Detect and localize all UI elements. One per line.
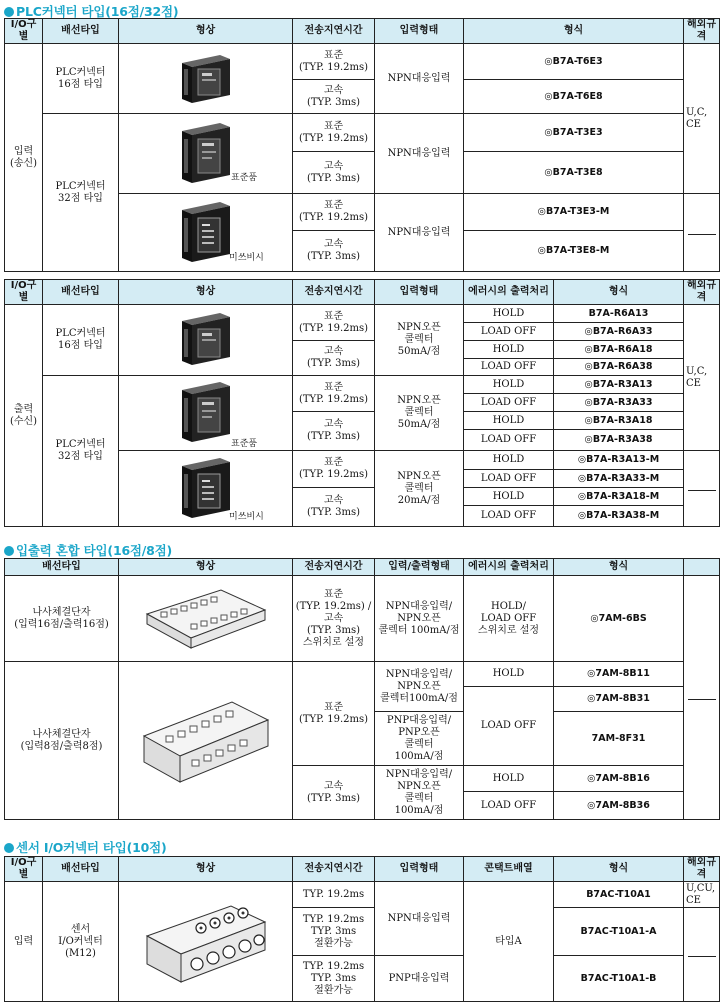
header-wiring: 배선타입 bbox=[43, 280, 119, 305]
product-image bbox=[119, 44, 293, 114]
input-type-cell: NPN오픈 콜렉터 20mA/점 bbox=[375, 451, 464, 527]
header-io: I/O구별 bbox=[5, 19, 43, 44]
error-output-cell: HOLD bbox=[464, 376, 554, 394]
input-type-cell: NPN대응입력 bbox=[375, 44, 464, 114]
model-cell: ◎B7A-T3E3 bbox=[464, 114, 684, 152]
header-io-type: 입력/출력형태 bbox=[375, 559, 464, 576]
wiring-cell: 나사체결단자 (입력8점/출력8점) bbox=[5, 662, 119, 820]
error-output-cell: LOAD OFF bbox=[464, 430, 554, 451]
error-output-cell: LOAD OFF bbox=[464, 323, 554, 341]
header-model: 형식 bbox=[554, 280, 684, 305]
model-cell: ◎7AM-8B31 bbox=[554, 687, 684, 712]
model-cell: ◎B7A-R3A38-M bbox=[554, 506, 684, 527]
image-caption: 미쓰비시 bbox=[229, 512, 264, 522]
image-caption: 표준품 bbox=[231, 173, 258, 183]
model-cell: B7AC-T10A1-B bbox=[554, 956, 684, 1002]
product-image bbox=[119, 305, 293, 376]
sensor-io-table bbox=[4, 856, 720, 1002]
plc-input-table bbox=[4, 18, 720, 272]
delay-cell: 고속 (TYP. 3ms) bbox=[293, 152, 375, 194]
model-cell: ◎7AM-8B36 bbox=[554, 792, 684, 820]
product-image bbox=[119, 114, 293, 194]
io-type-cell: NPN대응입력/ NPN오픈 콜렉터100mA/점 bbox=[375, 662, 464, 712]
header-delay: 전송지연시간 bbox=[293, 280, 375, 305]
model-cell: ◎B7A-R3A13-M bbox=[554, 451, 684, 470]
input-type-cell: NPN대응입력 bbox=[375, 194, 464, 272]
io-cell: 입력 bbox=[5, 882, 43, 1002]
mixed-io-table bbox=[4, 558, 720, 820]
delay-cell: 고속 (TYP. 3ms) bbox=[293, 488, 375, 527]
header-error-output: 에러시의 출력처리 bbox=[464, 280, 554, 305]
header-input: 입력형태 bbox=[375, 19, 464, 44]
model-cell: ◎B7A-T3E8-M bbox=[464, 231, 684, 272]
model-cell: ◎B7A-R6A33 bbox=[554, 323, 684, 341]
wiring-cell: PLC커넥터 32점 타입 bbox=[43, 376, 119, 527]
delay-cell: 고속 (TYP. 3ms) bbox=[293, 341, 375, 376]
io-type-cell: NPN대응입력/ NPN오픈 콜렉터 100mA/점 bbox=[375, 576, 464, 662]
model-cell: ◎B7A-T6E3 bbox=[464, 44, 684, 80]
error-output-cell: LOAD OFF bbox=[464, 359, 554, 376]
io-type-cell: NPN대응입력/ NPN오픈 콜렉터 100mA/점 bbox=[375, 766, 464, 820]
model-cell: ◎B7A-R3A18 bbox=[554, 412, 684, 430]
error-output-cell: HOLD/ LOAD OFF 스위치로 설정 bbox=[464, 576, 554, 662]
model-cell: B7A-R6A13 bbox=[554, 305, 684, 323]
error-output-cell: LOAD OFF bbox=[464, 687, 554, 766]
plc-output-table bbox=[4, 279, 720, 527]
error-output-cell: LOAD OFF bbox=[464, 506, 554, 527]
header-wiring: 배선타입 bbox=[43, 857, 119, 882]
error-output-cell: LOAD OFF bbox=[464, 394, 554, 412]
standard-dash bbox=[684, 908, 720, 1002]
model-cell: B7AC-T10A1 bbox=[554, 882, 684, 908]
error-output-cell: LOAD OFF bbox=[464, 792, 554, 820]
product-image bbox=[119, 662, 293, 820]
model-cell: ◎B7A-R6A18 bbox=[554, 341, 684, 359]
header-io: I/O구별 bbox=[5, 280, 43, 305]
model-cell: 7AM-8F31 bbox=[554, 712, 684, 766]
header-shape: 형상 bbox=[119, 857, 293, 882]
image-caption: 표준품 bbox=[231, 439, 258, 449]
delay-cell: 표준 (TYP. 19.2ms) / 고속 (TYP. 3ms) 스위치로 설정 bbox=[293, 576, 375, 662]
io-type-cell: PNP대응입력/ PNP오픈 콜렉터 100mA/점 bbox=[375, 712, 464, 766]
bullet-icon bbox=[4, 546, 14, 556]
header-model: 형식 bbox=[554, 559, 684, 576]
delay-cell: 표준 (TYP. 19.2ms) bbox=[293, 44, 375, 80]
input-type-cell: NPN대응입력 bbox=[375, 882, 464, 956]
model-cell: ◎B7A-R3A18-M bbox=[554, 488, 684, 506]
model-cell: ◎B7A-R3A33 bbox=[554, 394, 684, 412]
header-delay: 전송지연시간 bbox=[293, 559, 375, 576]
standard-cell: U,C, CE bbox=[684, 44, 720, 194]
delay-cell: TYP. 19.2ms TYP. 3ms 절환가능 bbox=[293, 956, 375, 1002]
wiring-cell: 센서 I/O커넥터 (M12) bbox=[43, 882, 119, 1002]
error-output-cell: LOAD OFF bbox=[464, 470, 554, 488]
error-output-cell: HOLD bbox=[464, 766, 554, 792]
model-cell: ◎B7A-T3E3-M bbox=[464, 194, 684, 231]
error-output-cell: HOLD bbox=[464, 412, 554, 430]
wiring-cell: PLC커넥터 16점 타입 bbox=[43, 44, 119, 114]
wiring-cell: 나사체결단자 (입력16점/출력16점) bbox=[5, 576, 119, 662]
model-cell: ◎B7A-R3A38 bbox=[554, 430, 684, 451]
error-output-cell: HOLD bbox=[464, 662, 554, 687]
delay-cell: 고속 (TYP. 3ms) bbox=[293, 766, 375, 820]
model-cell: ◎B7A-T3E8 bbox=[464, 152, 684, 194]
header-standard: 해외규격 bbox=[684, 857, 720, 882]
model-cell: ◎B7A-T6E8 bbox=[464, 80, 684, 114]
header-io: I/O구별 bbox=[5, 857, 43, 882]
input-type-cell: NPN대응입력 bbox=[375, 114, 464, 194]
header-input: 입력형태 bbox=[375, 280, 464, 305]
section3-title: 입출력 혼합 타입(16점/8점) bbox=[4, 541, 172, 559]
io-cell: 입력 (송신) bbox=[5, 44, 43, 272]
header-wiring: 배선타입 bbox=[43, 19, 119, 44]
header-blank bbox=[684, 559, 720, 576]
header-shape: 형상 bbox=[119, 559, 293, 576]
io-cell: 출력 (수신) bbox=[5, 305, 43, 527]
wiring-cell: PLC커넥터 16점 타입 bbox=[43, 305, 119, 376]
model-cell: ◎7AM-8B16 bbox=[554, 766, 684, 792]
product-image bbox=[119, 194, 293, 272]
delay-cell: 고속 (TYP. 3ms) bbox=[293, 412, 375, 451]
header-delay: 전송지연시간 bbox=[293, 19, 375, 44]
delay-cell: TYP. 19.2ms bbox=[293, 882, 375, 908]
model-cell: ◎7AM-6BS bbox=[554, 576, 684, 662]
standard-dash bbox=[684, 576, 720, 820]
model-cell: ◎B7A-R3A13 bbox=[554, 376, 684, 394]
header-standard: 해외규격 bbox=[684, 280, 720, 305]
header-contact: 콘택트배열 bbox=[464, 857, 554, 882]
product-image bbox=[119, 576, 293, 662]
model-cell: ◎B7A-R3A33-M bbox=[554, 470, 684, 488]
delay-cell: TYP. 19.2ms TYP. 3ms 절환가능 bbox=[293, 908, 375, 956]
header-error-output: 에러시의 출력처리 bbox=[464, 559, 554, 576]
error-output-cell: HOLD bbox=[464, 305, 554, 323]
header-model: 형식 bbox=[554, 857, 684, 882]
delay-cell: 표준 (TYP. 19.2ms) bbox=[293, 194, 375, 231]
error-output-cell: HOLD bbox=[464, 488, 554, 506]
delay-cell: 고속 (TYP. 3ms) bbox=[293, 80, 375, 114]
standard-dash bbox=[684, 451, 720, 527]
model-cell: ◎7AM-8B11 bbox=[554, 662, 684, 687]
delay-cell: 표준 (TYP. 19.2ms) bbox=[293, 376, 375, 412]
model-cell: ◎B7A-R6A38 bbox=[554, 359, 684, 376]
product-image bbox=[119, 451, 293, 527]
delay-cell: 고속 (TYP. 3ms) bbox=[293, 231, 375, 272]
input-type-cell: NPN오픈 콜렉터 50mA/점 bbox=[375, 305, 464, 376]
product-image bbox=[119, 376, 293, 451]
header-standard: 해외규격 bbox=[684, 19, 720, 44]
contact-cell: 타입A bbox=[464, 882, 554, 1002]
model-cell: B7AC-T10A1-A bbox=[554, 908, 684, 956]
error-output-cell: HOLD bbox=[464, 341, 554, 359]
header-shape: 형상 bbox=[119, 19, 293, 44]
section4-title: 센서 I/O커넥터 타입(10점) bbox=[4, 838, 167, 856]
bullet-icon bbox=[4, 7, 14, 17]
input-type-cell: PNP대응입력 bbox=[375, 956, 464, 1002]
header-input: 입력형태 bbox=[375, 857, 464, 882]
input-type-cell: NPN오픈 콜렉터 50mA/점 bbox=[375, 376, 464, 451]
header-shape: 형상 bbox=[119, 280, 293, 305]
bullet-icon bbox=[4, 843, 14, 853]
header-delay: 전송지연시간 bbox=[293, 857, 375, 882]
header-wiring: 배선타입 bbox=[5, 559, 119, 576]
header-model: 형식 bbox=[464, 19, 684, 44]
image-caption: 미쓰비시 bbox=[229, 253, 264, 263]
standard-cell: U,C, CE bbox=[684, 305, 720, 451]
delay-cell: 표준 (TYP. 19.2ms) bbox=[293, 114, 375, 152]
wiring-cell: PLC커넥터 32점 타입 bbox=[43, 114, 119, 272]
product-image bbox=[119, 882, 293, 1002]
delay-cell: 표준 (TYP. 19.2ms) bbox=[293, 451, 375, 488]
delay-cell: 표준 (TYP. 19.2ms) bbox=[293, 305, 375, 341]
delay-cell: 표준 (TYP. 19.2ms) bbox=[293, 662, 375, 766]
error-output-cell: HOLD bbox=[464, 451, 554, 470]
standard-cell: U,CU, CE bbox=[684, 882, 720, 908]
standard-dash bbox=[684, 194, 720, 272]
section1-title: PLC커넥터 타입(16점/32점) bbox=[4, 2, 178, 20]
